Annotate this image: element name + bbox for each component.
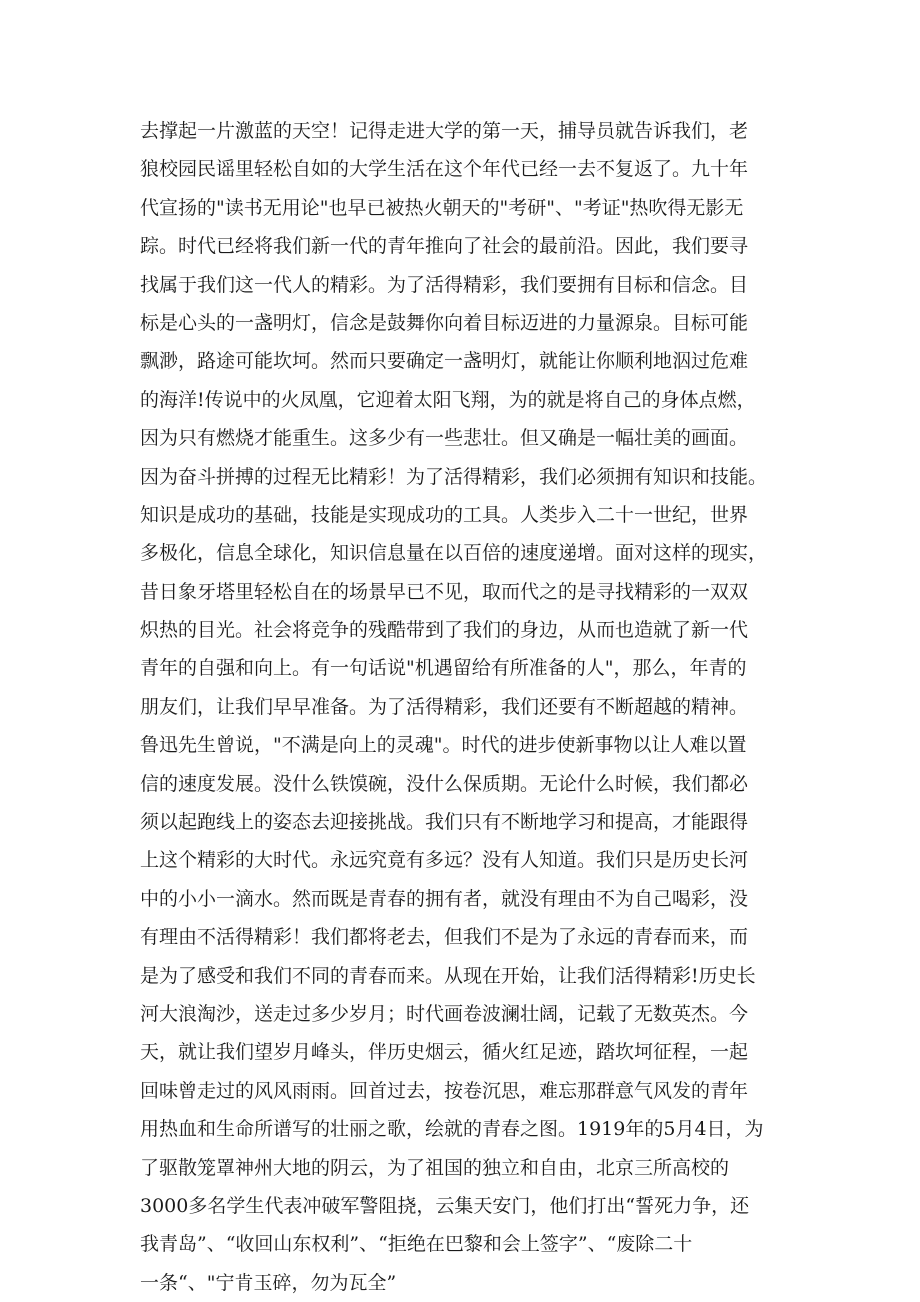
text-line: 去撑起一片激蓝的天空！记得走进大学的第一天，捕导员就告诉我们，老 [140, 120, 749, 142]
body-text [140, 112, 790, 1302]
text-line: 了驱散笼罩神州大地的阴云，为了祖国的独立和自由，北京三所高校的 [140, 1156, 730, 1179]
text-line: 炽热的目光。社会将竞争的残酷带到了我们的身边，从而也造就了新一代 [140, 619, 749, 642]
text-line: 狼校园民谣里轻松自如的大学生活在这个年代已经一去不复返了。九十年 [140, 158, 749, 181]
text-line: 飘渺，路途可能坎坷。然而只要确定一盏明灯，就能让你顺利地泅过危难 [140, 350, 749, 373]
text-line: 须以起跑线上的姿态去迎接挑战。我们只有不断地学习和提高，才能跟得 [140, 811, 749, 834]
text-line: 河大浪淘沙，送走过多少岁月；时代画卷波澜壮阔，记载了无数英杰。今 [140, 1002, 749, 1025]
text-line: 多极化，信息全球化，知识信息量在以百倍的速度递增。面对这样的现实， [140, 542, 768, 565]
text-line: 有理由不活得精彩！我们都将老去，但我们不是为了永远的青春而来，而 [140, 926, 749, 949]
text-line: 是为了感受和我们不同的青春而来。从现在开始，让我们活得精彩!历史长 [140, 964, 756, 987]
text-line: 中的小小一滴水。然而既是青春的拥有者，就没有理由不为自己喝彩，没 [140, 887, 749, 910]
text-line: 的海洋!传说中的火凤凰，它迎着太阳飞翔，为的就是将自己的身体点燃， [140, 388, 756, 411]
text-line: 3000多名学生代表冲破军警阻挠，云集天安门，他们打出“誓死力争，还 [140, 1194, 750, 1217]
text-line: 回味曾走过的风风雨雨。回首过去，按卷沉思，难忘那群意气风发的青年 [140, 1079, 749, 1102]
text-line: 天，就让我们望岁月峰头，伴历史烟云，循火红足迹，踏坎坷征程，一起 [140, 1041, 749, 1064]
text-line: 信的速度发展。没什么铁馍碗，没什么保质期。无论什么时候，我们都必 [140, 772, 749, 795]
text-line: 踪。时代已经将我们新一代的青年推向了社会的最前沿。因此，我们要寻 [140, 235, 749, 258]
text-line: 鲁迅先生曾说，"不满是向上的灵魂"。时代的进步使新事物以让人难以置 [140, 734, 747, 757]
text-line: 上这个精彩的大时代。永远究竟有多远？没有人知道。我们只是历史长河 [140, 849, 749, 872]
text-line: 朋友们，让我们早早准备。为了活得精彩，我们还要有不断超越的精神。 [140, 695, 749, 718]
text-line: 一条“、"宁肯玉碎，勿为瓦全” [140, 1271, 397, 1294]
text-line: 知识是成功的基础，技能是实现成功的工具。人类步入二十一世纪，世界 [140, 503, 749, 526]
text-line: 因为奋斗拼搏的过程无比精彩！为了活得精彩，我们必须拥有知识和技能。 [140, 465, 768, 488]
text-line: 找属于我们这一代人的精彩。为了活得精彩，我们要拥有目标和信念。目 [140, 273, 749, 296]
text-line: 因为只有燃烧才能重生。这多少有一些悲壮。但又确是一幅壮美的画面。 [140, 427, 749, 450]
text-line: 用热血和生命所谱写的壮丽之歌，绘就的青春之图。1919年的5月4日，为 [140, 1118, 764, 1141]
text-line: 标是心头的一盏明灯，信念是鼓舞你向着目标迈进的力量源泉。目标可能 [140, 311, 749, 334]
text-line: 青年的自强和向上。有一句话说"机遇留给有所准备的人"，那么，年青的 [140, 657, 747, 680]
text-line: 代宣扬的"读书无用论"也早已被热火朝天的"考研"、"考证"热吹得无影无 [140, 196, 744, 219]
text-line: 我青岛”、“收回山东权利”、“拒绝在巴黎和会上签字”、“废除二十 [140, 1233, 693, 1256]
text-line: 昔日象牙塔里轻松自在的场景早已不见，取而代之的是寻找精彩的一双双 [140, 580, 749, 603]
